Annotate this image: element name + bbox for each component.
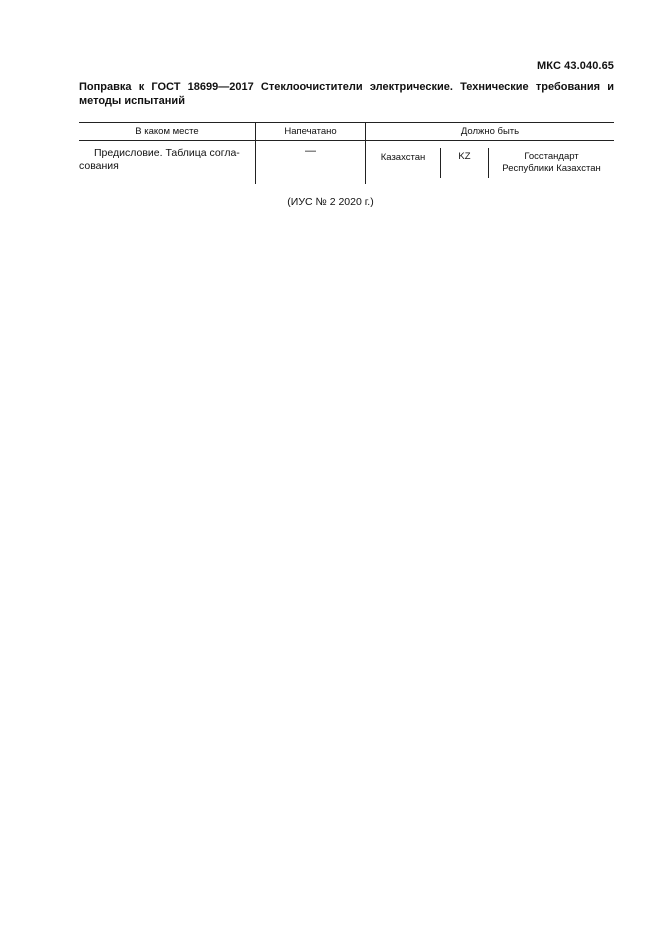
row-where-line1: Предисловие. Таблица согла- bbox=[94, 147, 240, 159]
amendment-table bbox=[79, 122, 614, 184]
row-printed: — bbox=[305, 145, 316, 157]
table-top-rule bbox=[79, 122, 614, 123]
row-where bbox=[79, 147, 253, 173]
row-where-line2: сования bbox=[79, 160, 119, 172]
amendment-title: Поправка к ГОСТ 18699—2017 Стеклоочистители электрические. Технические требования и методы испытаний bbox=[79, 81, 614, 107]
ius-reference: (ИУС № 2 2020 г.) bbox=[287, 196, 374, 208]
header-printed: Напечатано bbox=[284, 126, 337, 137]
row-country: Казахстан bbox=[380, 152, 426, 163]
row-authority-line2: Республики Казахстан bbox=[502, 163, 601, 174]
header-where: В каком месте bbox=[135, 126, 199, 137]
mks-code: МКС 43.040.65 bbox=[537, 60, 614, 72]
table-header-rule bbox=[79, 140, 614, 141]
row-authority bbox=[489, 151, 614, 175]
row-authority-line1: Госстандарт bbox=[524, 151, 579, 162]
header-should-be: Должно быть bbox=[460, 126, 520, 137]
row-country-code: KZ bbox=[458, 151, 471, 162]
